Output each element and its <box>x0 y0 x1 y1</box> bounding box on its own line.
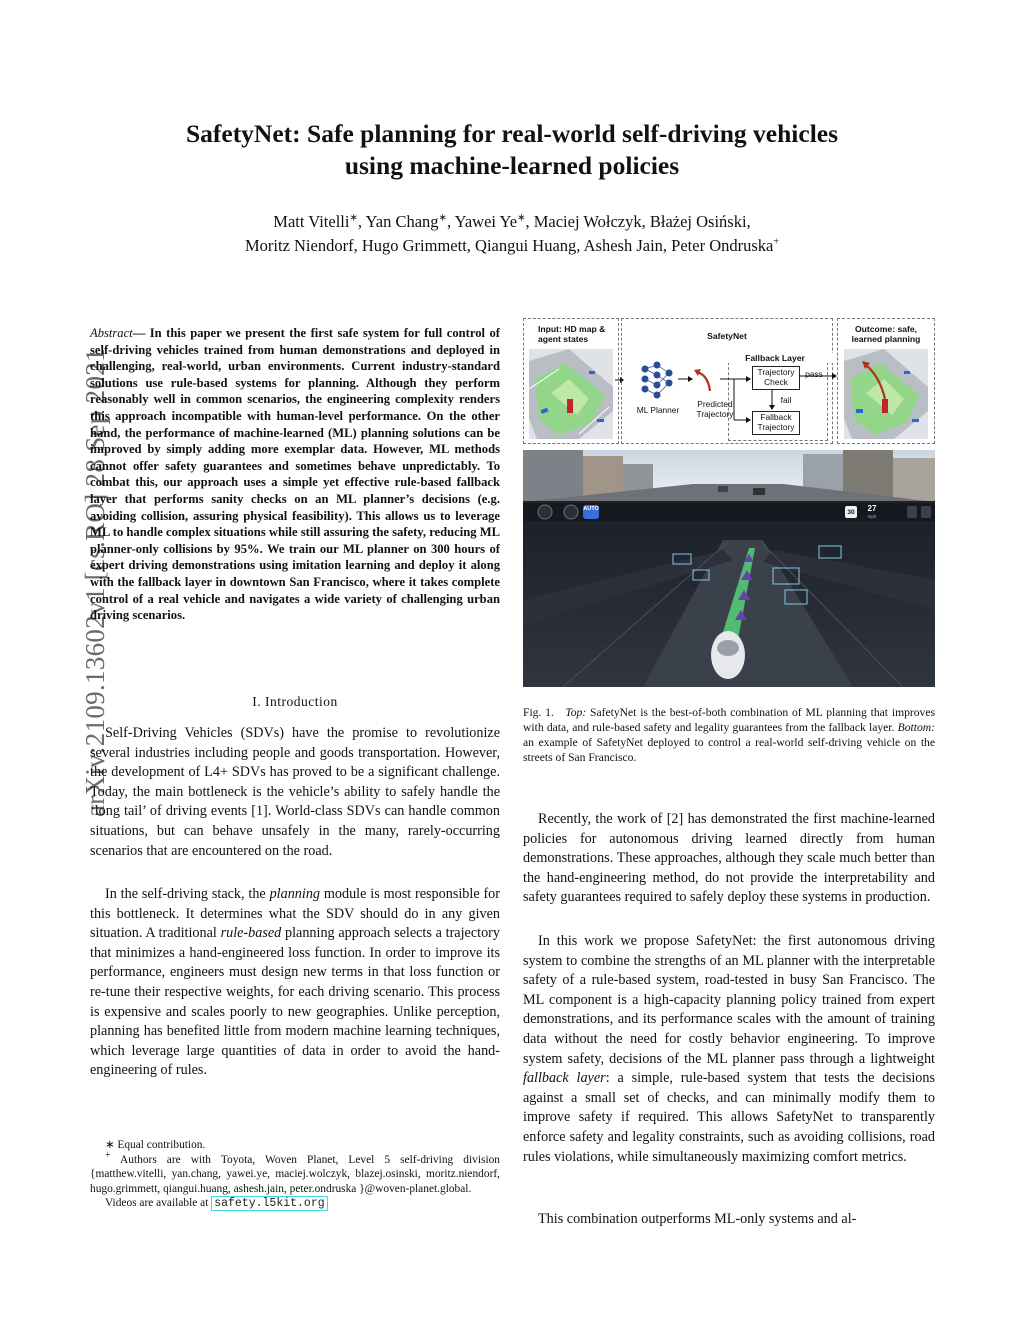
abstract-label: Abstract <box>90 326 133 340</box>
footnote-affiliation <box>90 1149 500 1197</box>
input-panel <box>523 318 619 444</box>
trajectory-check-box: Trajectory Check <box>752 366 800 390</box>
caption-bottom-label: Bottom: <box>897 721 935 734</box>
right-paragraph-3: This combination outperforms ML-only systems and al- <box>538 1211 857 1227</box>
auto-mode-badge: AUTO <box>583 506 599 512</box>
title-line-1: SafetyNet: Safe planning for real-world self-driving vehicles <box>185 119 839 148</box>
intro-paragraph-2 <box>90 885 500 1081</box>
ml-planner-label: ML Planner <box>636 405 680 415</box>
text-run: Authors are with Toyota, Woven Planet, Level 5 self-driving division {matthew.vitelli, yan.chang, yawei.ye, maciej.wolczyk, blazej.osinski, moritz.niendorf, hugo.grimmett, qiangui.huang, ashesh.jain, peter.ondruska }@woven-planet.global. <box>90 1153 500 1195</box>
text-run: module is most responsible for this bottleneck. It determines what the SDV should do in any given situation. A traditional <box>90 886 500 942</box>
video-link[interactable]: safety.l5kit.org <box>211 1196 327 1211</box>
author-name: Matt Vitelli <box>273 212 350 231</box>
deployment-screenshot <box>523 450 935 687</box>
author-name: , Yan Chang <box>357 212 439 231</box>
abstract <box>90 325 500 624</box>
equal-contribution-mark: ∗ <box>349 212 358 224</box>
footnotes <box>90 1138 500 1212</box>
author-name: , Maciej Wołczyk, Błażej Osiński, <box>525 212 751 231</box>
safetynet-panel <box>621 318 833 444</box>
text-run: In this work we propose SafetyNet: the first autonomous driving system to combine the strengths of an ML planner with the interpretable safety of a rule-based system, road-tested in busy San Francisco. The ML component is a high-capacity planning policy trained from expert demonstrations, and its performance scales with the amount of training data without the need for costly behavior engineering. To improve system safety, decisions of the ML planner pass through a lightweight <box>523 933 935 1067</box>
speed-unit: mph <box>867 514 877 519</box>
author-name: Moritz Niendorf, Hugo Grimmett, Qiangui Huang, Ashesh Jain, Peter Ondruska <box>244 236 774 255</box>
input-label: Input: HD map & agent states <box>538 324 606 344</box>
flow-arrows <box>622 319 832 443</box>
footnote-equal-contribution: ∗ Equal contribution. <box>105 1139 206 1151</box>
authors-line-2 <box>0 234 1024 258</box>
equal-contribution-mark: ∗ <box>438 212 447 224</box>
title-line-2: using machine-learned policies <box>344 151 680 180</box>
authors-line-1 <box>0 210 1024 234</box>
arrow-input-to-safetynet <box>615 376 625 384</box>
right-paragraph-2 <box>523 932 935 1167</box>
emphasis: planning <box>269 886 321 902</box>
author-list <box>0 210 1024 258</box>
fail-label: fail <box>780 395 792 405</box>
input-map-image <box>529 349 613 439</box>
paper-title <box>0 118 1024 182</box>
affiliation-mark: + <box>773 236 779 248</box>
caption-top-label: Top: <box>565 706 587 719</box>
outcome-panel <box>837 318 935 444</box>
street-camera-image <box>523 450 935 687</box>
figure-1-caption <box>523 705 935 765</box>
footnote-videos <box>90 1196 500 1212</box>
right-paragraph-1: Recently, the work of [2] has demonstrated the first machine-learned policies for autonomous driving learned directly from human demonstrations. These approaches, although they scale much better than the hand-engineering method, do not provide the interpretability and safety guarantees required to safely deploy these systems in production. <box>523 811 935 906</box>
outcome-label: Outcome: safe, learned planning <box>851 324 921 344</box>
fallback-layer-label: Fallback Layer <box>715 353 835 363</box>
figure-1 <box>523 318 935 687</box>
text-run: In the self-driving stack, the <box>105 886 270 902</box>
figure-number: Fig. 1. <box>523 706 554 719</box>
fallback-trajectory-box: Fallback Trajectory <box>752 411 800 435</box>
text-run: planning approach selects a trajectory that minimizes a hand-engineered loss function. In order to improve its performance, engineers must design new terms in that loss function or re-tune their respective weights, for each driving scenario. This process is expensive and scales poorly to new geographies. Unlike perception, planning has benefited little from modern machine learning techniques, which leverage large quantities of data in order to avoid the hand-engineering of rules. <box>90 925 500 1079</box>
equal-contribution-mark: ∗ <box>517 212 526 224</box>
speed-readout: 27 <box>867 504 877 513</box>
abstract-text: In this paper we present the first safe system for full control of self-driving vehicles trained from human demonstrations and deployed in challenging, real-world, urban environments. Current industry-standard solutions use rule-based systems for planning. Although they perform reasonably well in common scenarios, the engineering complexity renders this approach incompatible with human-level performance. On the other hand, the performance of machine-learned (ML) planning solutions can be improved by simply adding more exemplar data. However, ML methods cannot offer safety guarantees and sometimes behave unpredictably. To combat this, our approach uses a simple yet effective rule-based fallback layer that performs sanity checks on an ML planner’s decisions (e.g. avoiding collision, assuring physical feasibility). This allows us to leverage ML to handle complex situations while still assuring the safety, reducing ML planner-only collisions by 95%. We train our ML planner on 300 hours of expert driving demonstrations using imitation learning and deploy it along with the fallback layer in downtown San Francisco, where it takes complete control of a real vehicle and navigates a wide variety of challenging urban driving scenarios. <box>90 326 501 623</box>
safetynet-label: SafetyNet <box>707 331 747 341</box>
affiliation-mark: + <box>105 1149 111 1161</box>
abstract-dash: — <box>132 326 150 340</box>
arrow-safetynet-to-outcome <box>829 372 839 380</box>
intro-paragraph-1: Self-Driving Vehicles (SDVs) have the promise to revolutionize several industries including people and goods transportation. However, the development of L4+ SDVs has proved to be a significant challenge. Today, the main bottleneck is the vehicle’s ability to safely handle the ‘long tail’ of driving events [1]. World-class SDVs can handle common situations, but can behave unsafely in the many, rarely-occurring scenarios that are encountered on the road. <box>90 725 500 859</box>
emphasis: rule-based <box>220 925 282 942</box>
arxiv-identifier: arXiv:2109.13602v1 [cs.RO] 28 Sep 2021 <box>80 348 110 817</box>
predicted-trajectory-label: Predicted Trajectory <box>696 399 734 419</box>
emphasis: fallback layer <box>523 1070 606 1087</box>
text-run: : a simple, rule-based system that tests the decisions against a small set of checks, and can minimally modify them to improve safety if required. This allows SafetyNet to transparently enforce safety and legality constraints, such as avoiding collisions, road rules violations, while simultaneously maximizing comfort metrics. <box>523 1070 935 1165</box>
author-name: , Yawei Ye <box>446 212 518 231</box>
text-run: an example of SafetyNet deployed to control a real-world self-driving vehicle on the streets of San Francisco. <box>523 736 935 764</box>
text-run: SafetyNet is the best-of-both combination of ML planning that improves with data, and rule-based safety and legality guarantees from the fallback layer. <box>523 706 935 734</box>
speed-limit-sign: 30 <box>847 509 855 516</box>
outcome-map-image <box>844 349 928 439</box>
text-run: Videos are available at <box>105 1197 212 1210</box>
pass-label: pass <box>805 369 823 379</box>
section-heading-introduction: I. Introduction <box>252 694 338 709</box>
